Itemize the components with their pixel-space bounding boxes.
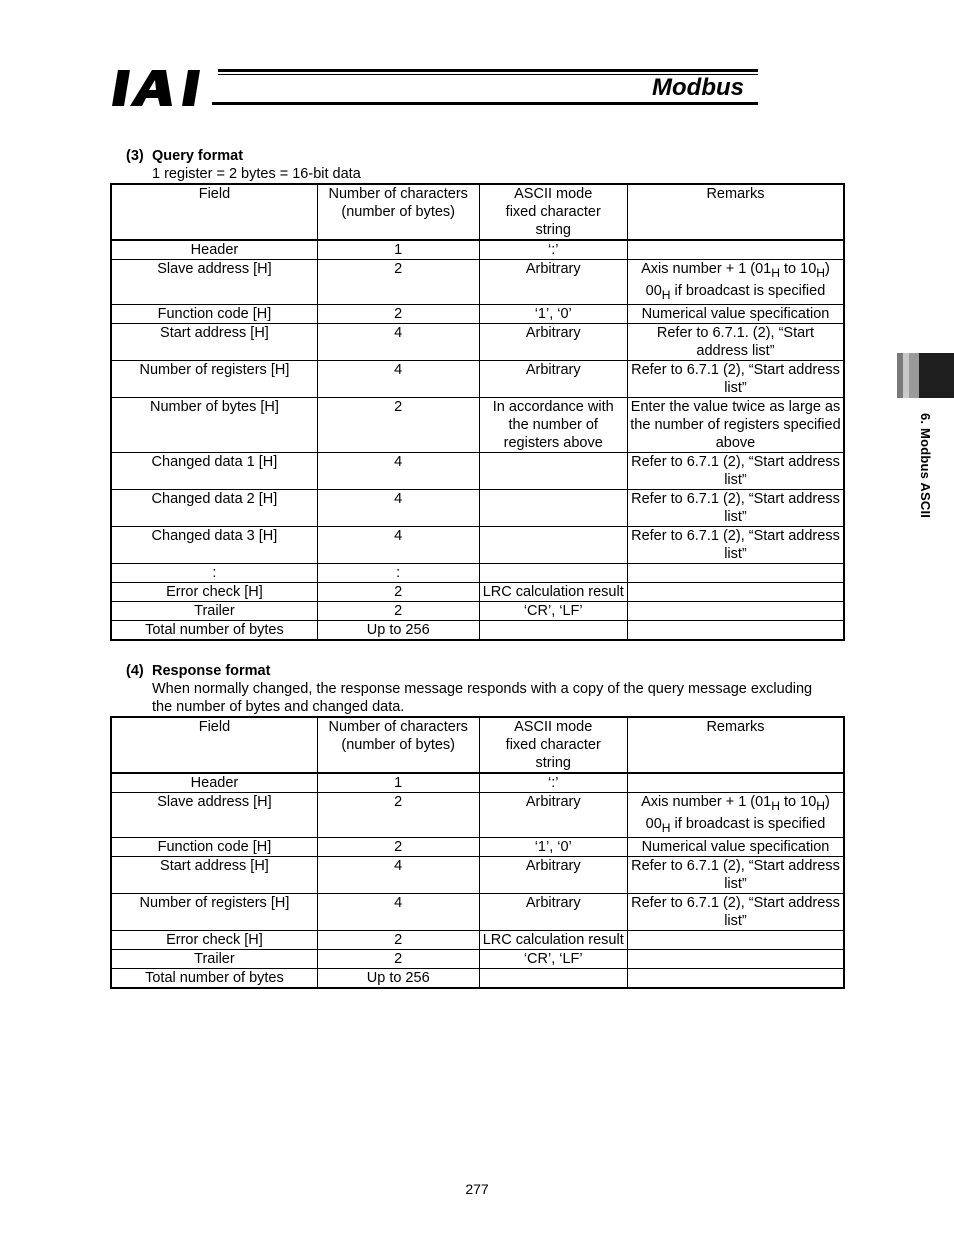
cell-ascii: LRC calculation result	[479, 930, 627, 949]
cell-field: Slave address [H]	[111, 260, 317, 305]
cell-remarks	[627, 949, 844, 968]
column-header-ascii-string: ASCII mode fixed character string	[479, 717, 627, 773]
cell-ascii: ‘:’	[479, 773, 627, 793]
cell-chars: 4	[317, 526, 479, 563]
table-row	[111, 397, 844, 452]
page-header-title: Modbus	[652, 74, 744, 101]
cell-field: Error check [H]	[111, 582, 317, 601]
cell-ascii: Arbitrary	[479, 856, 627, 893]
column-header-num-chars: Number of characters (number of bytes)	[317, 184, 479, 240]
cell-ascii: ‘CR’, ‘LF’	[479, 949, 627, 968]
cell-chars: 4	[317, 893, 479, 930]
cell-field: Number of registers [H]	[111, 893, 317, 930]
cell-remarks: Axis number + 1 ($01_H$ to $10_H$) $00_H$ if broadcast is specified	[627, 793, 844, 838]
cell-field: Header	[111, 773, 317, 793]
table-header-row	[111, 717, 844, 773]
cell-ascii: Arbitrary	[479, 260, 627, 305]
cell-remarks: Enter the value twice as large as the number of registers specified above	[627, 397, 844, 452]
cell-remarks	[627, 563, 844, 582]
cell-remarks	[627, 240, 844, 260]
cell-chars: 2	[317, 304, 479, 323]
cell-field: Start address [H]	[111, 323, 317, 360]
header-rule-bottom	[212, 102, 758, 105]
cell-field: Number of bytes [H]	[111, 397, 317, 452]
cell-chars: 4	[317, 360, 479, 397]
chapter-tab-marker-dark	[919, 353, 954, 398]
cell-chars: 4	[317, 323, 479, 360]
table-row	[111, 563, 844, 582]
cell-chars: 1	[317, 240, 479, 260]
table-row	[111, 968, 844, 988]
column-header-remarks: Remarks	[627, 184, 844, 240]
cell-field: Function code [H]	[111, 837, 317, 856]
cell-ascii: ‘1’, ‘0’	[479, 304, 627, 323]
cell-remarks	[627, 601, 844, 620]
chapter-tab-label: 6. Modbus ASCII	[918, 413, 933, 519]
table-row	[111, 837, 844, 856]
table-row	[111, 930, 844, 949]
cell-ascii: Arbitrary	[479, 360, 627, 397]
table-header-row	[111, 184, 844, 240]
cell-field: Total number of bytes	[111, 620, 317, 640]
column-header-num-chars: Number of characters (number of bytes)	[317, 717, 479, 773]
table-row	[111, 856, 844, 893]
table-row	[111, 304, 844, 323]
header-rule-top	[218, 69, 758, 72]
query-format-title	[126, 147, 361, 165]
cell-remarks: Refer to 6.7.1. (2), “Start address list”	[627, 323, 844, 360]
response-format-table	[110, 716, 845, 989]
cell-ascii	[479, 563, 627, 582]
cell-chars: Up to 256	[317, 620, 479, 640]
cell-ascii	[479, 452, 627, 489]
cell-ascii	[479, 489, 627, 526]
column-header-field: Field	[111, 717, 317, 773]
cell-field: Header	[111, 240, 317, 260]
section-number: (3)	[126, 148, 144, 164]
cell-ascii	[479, 968, 627, 988]
cell-field: :	[111, 563, 317, 582]
cell-remarks: Numerical value specification	[627, 837, 844, 856]
table-row	[111, 949, 844, 968]
cell-ascii	[479, 620, 627, 640]
cell-chars: 4	[317, 856, 479, 893]
cell-field: Changed data 1 [H]	[111, 452, 317, 489]
cell-remarks	[627, 620, 844, 640]
cell-chars: 2	[317, 260, 479, 305]
cell-ascii: ‘:’	[479, 240, 627, 260]
cell-chars: 4	[317, 489, 479, 526]
cell-field: Trailer	[111, 601, 317, 620]
cell-remarks: Refer to 6.7.1 (2), “Start address list”	[627, 526, 844, 563]
response-format-title	[126, 662, 826, 680]
table-row	[111, 360, 844, 397]
cell-ascii: Arbitrary	[479, 793, 627, 838]
column-header-ascii-string: ASCII mode fixed character string	[479, 184, 627, 240]
cell-ascii: In accordance with the number of registers above	[479, 397, 627, 452]
cell-chars: 2	[317, 582, 479, 601]
cell-ascii: ‘1’, ‘0’	[479, 837, 627, 856]
cell-field: Slave address [H]	[111, 793, 317, 838]
query-format-table	[110, 183, 845, 641]
cell-remarks: Refer to 6.7.1 (2), “Start address list”	[627, 893, 844, 930]
cell-field: Trailer	[111, 949, 317, 968]
iai-logo	[112, 68, 212, 108]
cell-field: Function code [H]	[111, 304, 317, 323]
cell-remarks	[627, 773, 844, 793]
page-number: 277	[465, 1181, 489, 1197]
cell-chars: 2	[317, 793, 479, 838]
cell-chars: 2	[317, 949, 479, 968]
table-row	[111, 240, 844, 260]
cell-chars: 2	[317, 837, 479, 856]
column-header-remarks: Remarks	[627, 717, 844, 773]
cell-remarks: Refer to 6.7.1 (2), “Start address list”	[627, 360, 844, 397]
cell-field: Changed data 3 [H]	[111, 526, 317, 563]
section-title: Query format	[152, 148, 244, 164]
cell-chars: 2	[317, 930, 479, 949]
response-format-section-heading	[126, 662, 826, 716]
table-row	[111, 773, 844, 793]
cell-remarks: Refer to 6.7.1 (2), “Start address list”	[627, 856, 844, 893]
cell-field: Error check [H]	[111, 930, 317, 949]
cell-ascii: Arbitrary	[479, 323, 627, 360]
table-row	[111, 260, 844, 305]
table-row	[111, 793, 844, 838]
cell-chars: 2	[317, 397, 479, 452]
cell-remarks	[627, 968, 844, 988]
cell-chars: 2	[317, 601, 479, 620]
cell-ascii: Arbitrary	[479, 893, 627, 930]
table-row	[111, 893, 844, 930]
cell-remarks	[627, 930, 844, 949]
cell-remarks: Numerical value specification	[627, 304, 844, 323]
cell-field: Number of registers [H]	[111, 360, 317, 397]
cell-remarks: Refer to 6.7.1 (2), “Start address list”	[627, 452, 844, 489]
table-row	[111, 620, 844, 640]
table-row	[111, 601, 844, 620]
column-header-field: Field	[111, 184, 317, 240]
cell-remarks	[627, 582, 844, 601]
cell-field: Start address [H]	[111, 856, 317, 893]
table-row	[111, 489, 844, 526]
section-number: (4)	[126, 663, 144, 679]
table-row	[111, 323, 844, 360]
query-format-section-heading	[126, 147, 361, 183]
table-row	[111, 452, 844, 489]
chapter-tab-marker	[897, 353, 919, 398]
cell-remarks: Axis number + 1 ($01_H$ to $10_H$) $00_H$ if broadcast is specified	[627, 260, 844, 305]
table-row	[111, 526, 844, 563]
cell-remarks: Refer to 6.7.1 (2), “Start address list”	[627, 489, 844, 526]
cell-field: Changed data 2 [H]	[111, 489, 317, 526]
cell-field: Total number of bytes	[111, 968, 317, 988]
cell-chars: Up to 256	[317, 968, 479, 988]
response-format-note: When normally changed, the response message responds with a copy of the query message excluding the number of bytes and changed data.	[152, 681, 813, 715]
cell-ascii: ‘CR’, ‘LF’	[479, 601, 627, 620]
section-title: Response format	[152, 663, 271, 679]
table-row	[111, 582, 844, 601]
cell-chars: 1	[317, 773, 479, 793]
cell-ascii: LRC calculation result	[479, 582, 627, 601]
query-format-note: 1 register = 2 bytes = 16-bit data	[152, 166, 361, 182]
cell-ascii	[479, 526, 627, 563]
cell-chars: 4	[317, 452, 479, 489]
cell-chars: :	[317, 563, 479, 582]
